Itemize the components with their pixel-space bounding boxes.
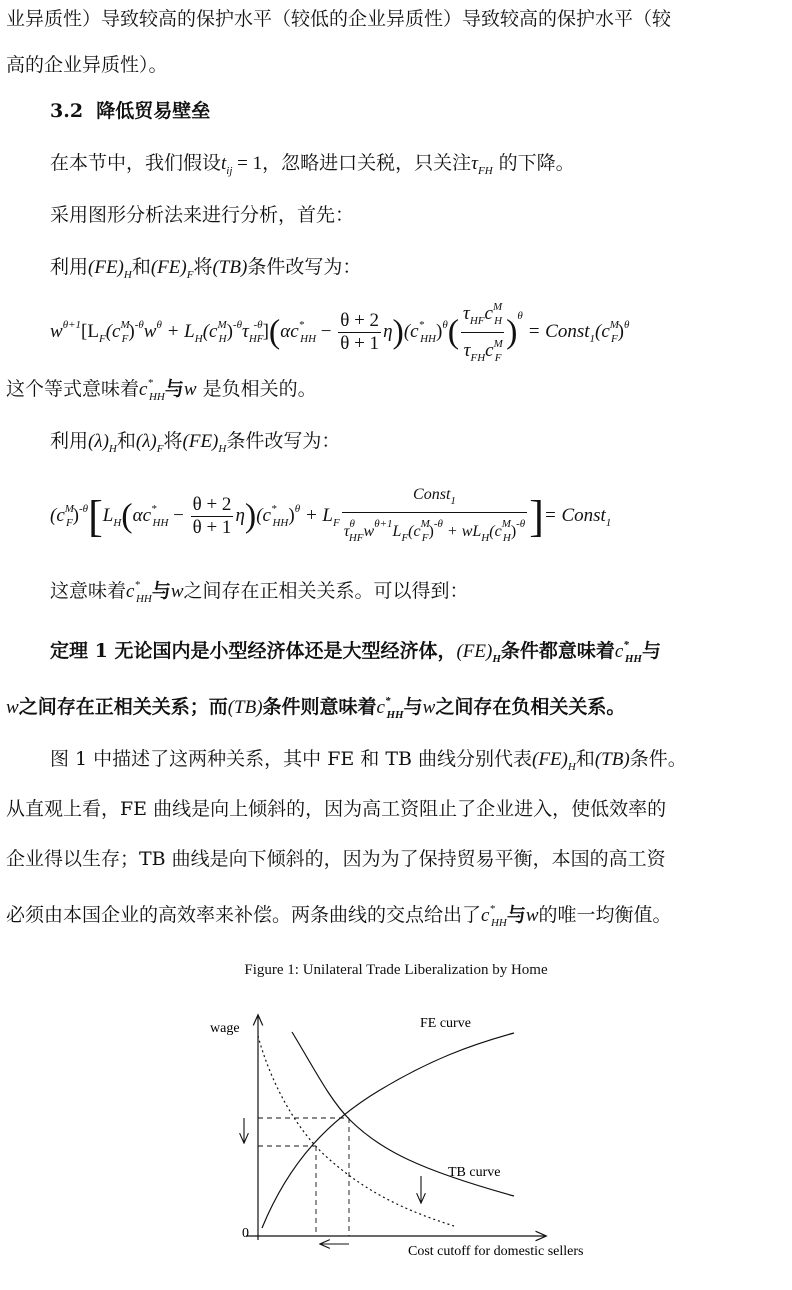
fe-curve	[262, 1033, 514, 1228]
x-axis-label: Cost cutoff for domestic sellers	[408, 1244, 584, 1259]
paragraph-line: 高的企业异质性）。	[6, 54, 168, 76]
text: 在本节中，我们假设	[50, 152, 222, 174]
math: t	[221, 153, 227, 174]
math: (FE)	[88, 257, 124, 278]
math: = 1	[232, 153, 263, 174]
paragraph-line: 这意味着$c^*_{HH}$与w之间存在正相关关系。可以得到：	[50, 579, 469, 605]
y-axis-label: wage	[210, 1021, 240, 1036]
math: (FE)	[150, 257, 187, 278]
tb-curve-label: TB curve	[448, 1165, 501, 1180]
paragraph-line: 利用$(\lambda)_H$和$(\lambda)_F$将$(FE)_H$条件改写为：	[50, 430, 341, 455]
math-sub: H	[123, 269, 132, 281]
equation-2: $(c^M_F)^{-\theta}[L_H(\alpha c^*_{HH}$ − $\frac{\theta + 2}{\theta + 1}$ $\eta)(c^*_{HH})^\theta + L_F$ $\frac{Const_1}{\tau^\theta_{HF}w^{\theta+1}L_F(c^M_F)^{-\theta} + wL_H(c^M_H)^{-\theta}}$ ]= Const$_1$	[50, 486, 612, 544]
math-sub: F	[186, 269, 194, 281]
paragraph-line: 采用图形分析法来进行分析，首先：	[50, 204, 355, 226]
section-heading	[50, 98, 786, 124]
text: 这个等式意味着	[6, 378, 140, 400]
paragraph-line: 业异质性）导致较高的保护水平（较低的企业异质性）导致较高的保护水平（较	[6, 8, 672, 30]
theorem-line-2: w之间存在正相关关系；而(TB)条件则意味着$c^*_{HH}$与w之间存在负相关关系。	[6, 695, 626, 721]
paragraph-line	[50, 150, 786, 184]
paragraph-line: 这个等式意味着$c^*_{HH}$与w 是负相关的。	[6, 377, 317, 403]
math: c	[139, 379, 148, 400]
text: 将	[193, 256, 213, 278]
figure-caption: Figure 1: Unilateral Trade Liberalization by Home	[244, 962, 548, 978]
figure-diagram	[0, 990, 792, 1290]
paragraph-line: 企业得以生存；TB 曲线是向下倾斜的，因为为了保持贸易平衡，本国的高工资	[6, 848, 666, 870]
text: 条件改写为：	[247, 256, 362, 278]
text: 和	[131, 256, 151, 278]
section-title: 降低贸易壁垒	[96, 100, 211, 122]
math-sub: FH	[477, 165, 493, 177]
paragraph-line: 图 1 中描述了这两种关系，其中 FE 和 TB 曲线分别代表$(FE)_H$和(TB)条件。	[50, 748, 687, 773]
math: τ	[471, 153, 478, 174]
text: ，忽略进口关税，只关注	[262, 152, 472, 174]
fe-curve-label: FE curve	[420, 1016, 471, 1031]
tb-curve-shifted	[258, 1036, 454, 1226]
paragraph-line: 从直观上看，FE 曲线是向上倾斜的，因为高工资阻止了企业进入，使低效率的	[6, 798, 667, 820]
section-number: 3.2	[50, 100, 84, 122]
origin-label: 0	[242, 1226, 249, 1241]
text: 是负相关的。	[196, 378, 317, 400]
text: 的下降。	[492, 152, 575, 174]
theorem-line-1: 定理 1 无论国内是小型经济体还是大型经济体，$(FE)_H$条件都意味着$c^*_{HH}$与	[50, 639, 661, 665]
math-sub: ij	[226, 165, 233, 177]
math: (TB)	[212, 257, 248, 278]
text: 利用	[50, 256, 89, 278]
paragraph-line: 必须由本国企业的高效率来补偿。两条曲线的交点给出了$c^*_{HH}$与w的唯一均衡值。	[6, 903, 672, 929]
paragraph-line	[50, 254, 786, 288]
equation-1: $w^{\theta+1}[L_F(c^M_F)^{-\theta}w^\theta + L_H(c^M_H)^{-\theta}\tau_{HF}^{-\theta}](\alpha c^*_{HH}$ − $\frac{\theta + 2}{\theta + 1}$ $\eta)(c^*_{HH})^\theta$( $\frac{\tau_{HF}c^M_H}{\tau_{FH}c^M_F}$ )$^\theta = Const_1(c^M_F)^\theta$	[50, 296, 629, 369]
